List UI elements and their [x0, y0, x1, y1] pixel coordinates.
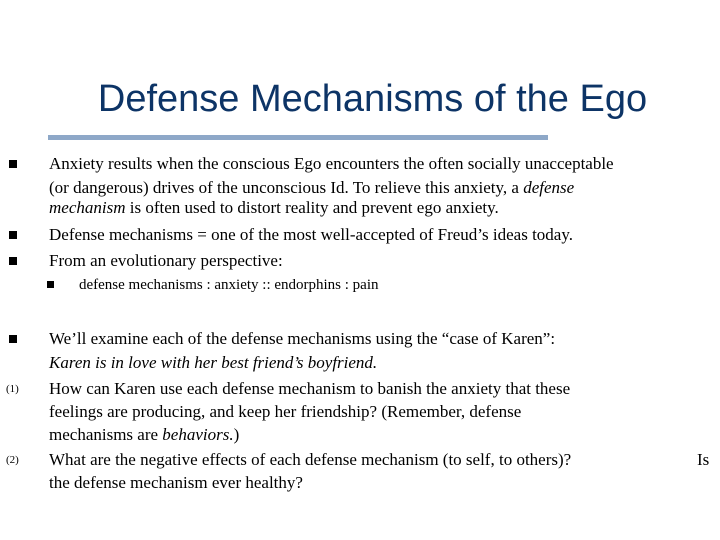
- slide-title: Defense Mechanisms of the Ego: [97, 78, 648, 120]
- number-marker: (2): [6, 454, 19, 466]
- para5-line2: feelings are producing, and keep her friendship? (Remember, defense: [49, 402, 522, 421]
- para1-line2-text: (or dangerous) drives of the unconscious Id. To relieve this anxiety, a: [49, 178, 519, 197]
- para6-line2: the defense mechanism ever healthy?: [49, 473, 303, 492]
- number-marker: (1): [6, 383, 19, 395]
- para4-line2: [49, 351, 377, 375]
- para4-line1: We’ll examine each of the defense mechanisms using the “case of Karen”:: [49, 329, 556, 348]
- bullet-marker: [9, 257, 17, 265]
- para5-line3-end: ): [233, 425, 240, 444]
- para1-line1: Anxiety results when the conscious Ego encounters the often socially unacceptable: [49, 154, 614, 173]
- para6-line1-end: Is: [697, 450, 710, 469]
- para6-line1: What are the negative effects of each defense mechanism (to self, to others)?: [49, 450, 572, 469]
- bullet-marker: [9, 335, 17, 343]
- para1-line2-emphasis: defense: [523, 178, 575, 197]
- para1-line3: [49, 196, 499, 220]
- para3-line: From an evolutionary perspective:: [49, 251, 283, 270]
- para5-line3-text: mechanisms are: [49, 425, 159, 444]
- para3-sub-line: defense mechanisms : anxiety :: endorphins : pain: [79, 277, 379, 293]
- para2-line: Defense mechanisms = one of the most well-accepted of Freud’s ideas today.: [49, 225, 573, 244]
- title-underline: [48, 135, 548, 140]
- bullet-marker: [9, 231, 17, 239]
- para5-line3-emphasis: behaviors.: [162, 425, 234, 444]
- sub-bullet-marker: [47, 281, 54, 288]
- para1-line3-text: is often used to distort reality and prevent ego anxiety.: [125, 198, 499, 217]
- para5-line1: How can Karen use each defense mechanism to banish the anxiety that these: [49, 379, 571, 398]
- bullet-marker: [9, 160, 17, 168]
- para1-line3-emphasis: mechanism: [49, 198, 126, 217]
- para4-line2-emphasis: Karen is in love with her best friend’s boyfriend.: [49, 353, 378, 372]
- para5-line3: [49, 423, 239, 447]
